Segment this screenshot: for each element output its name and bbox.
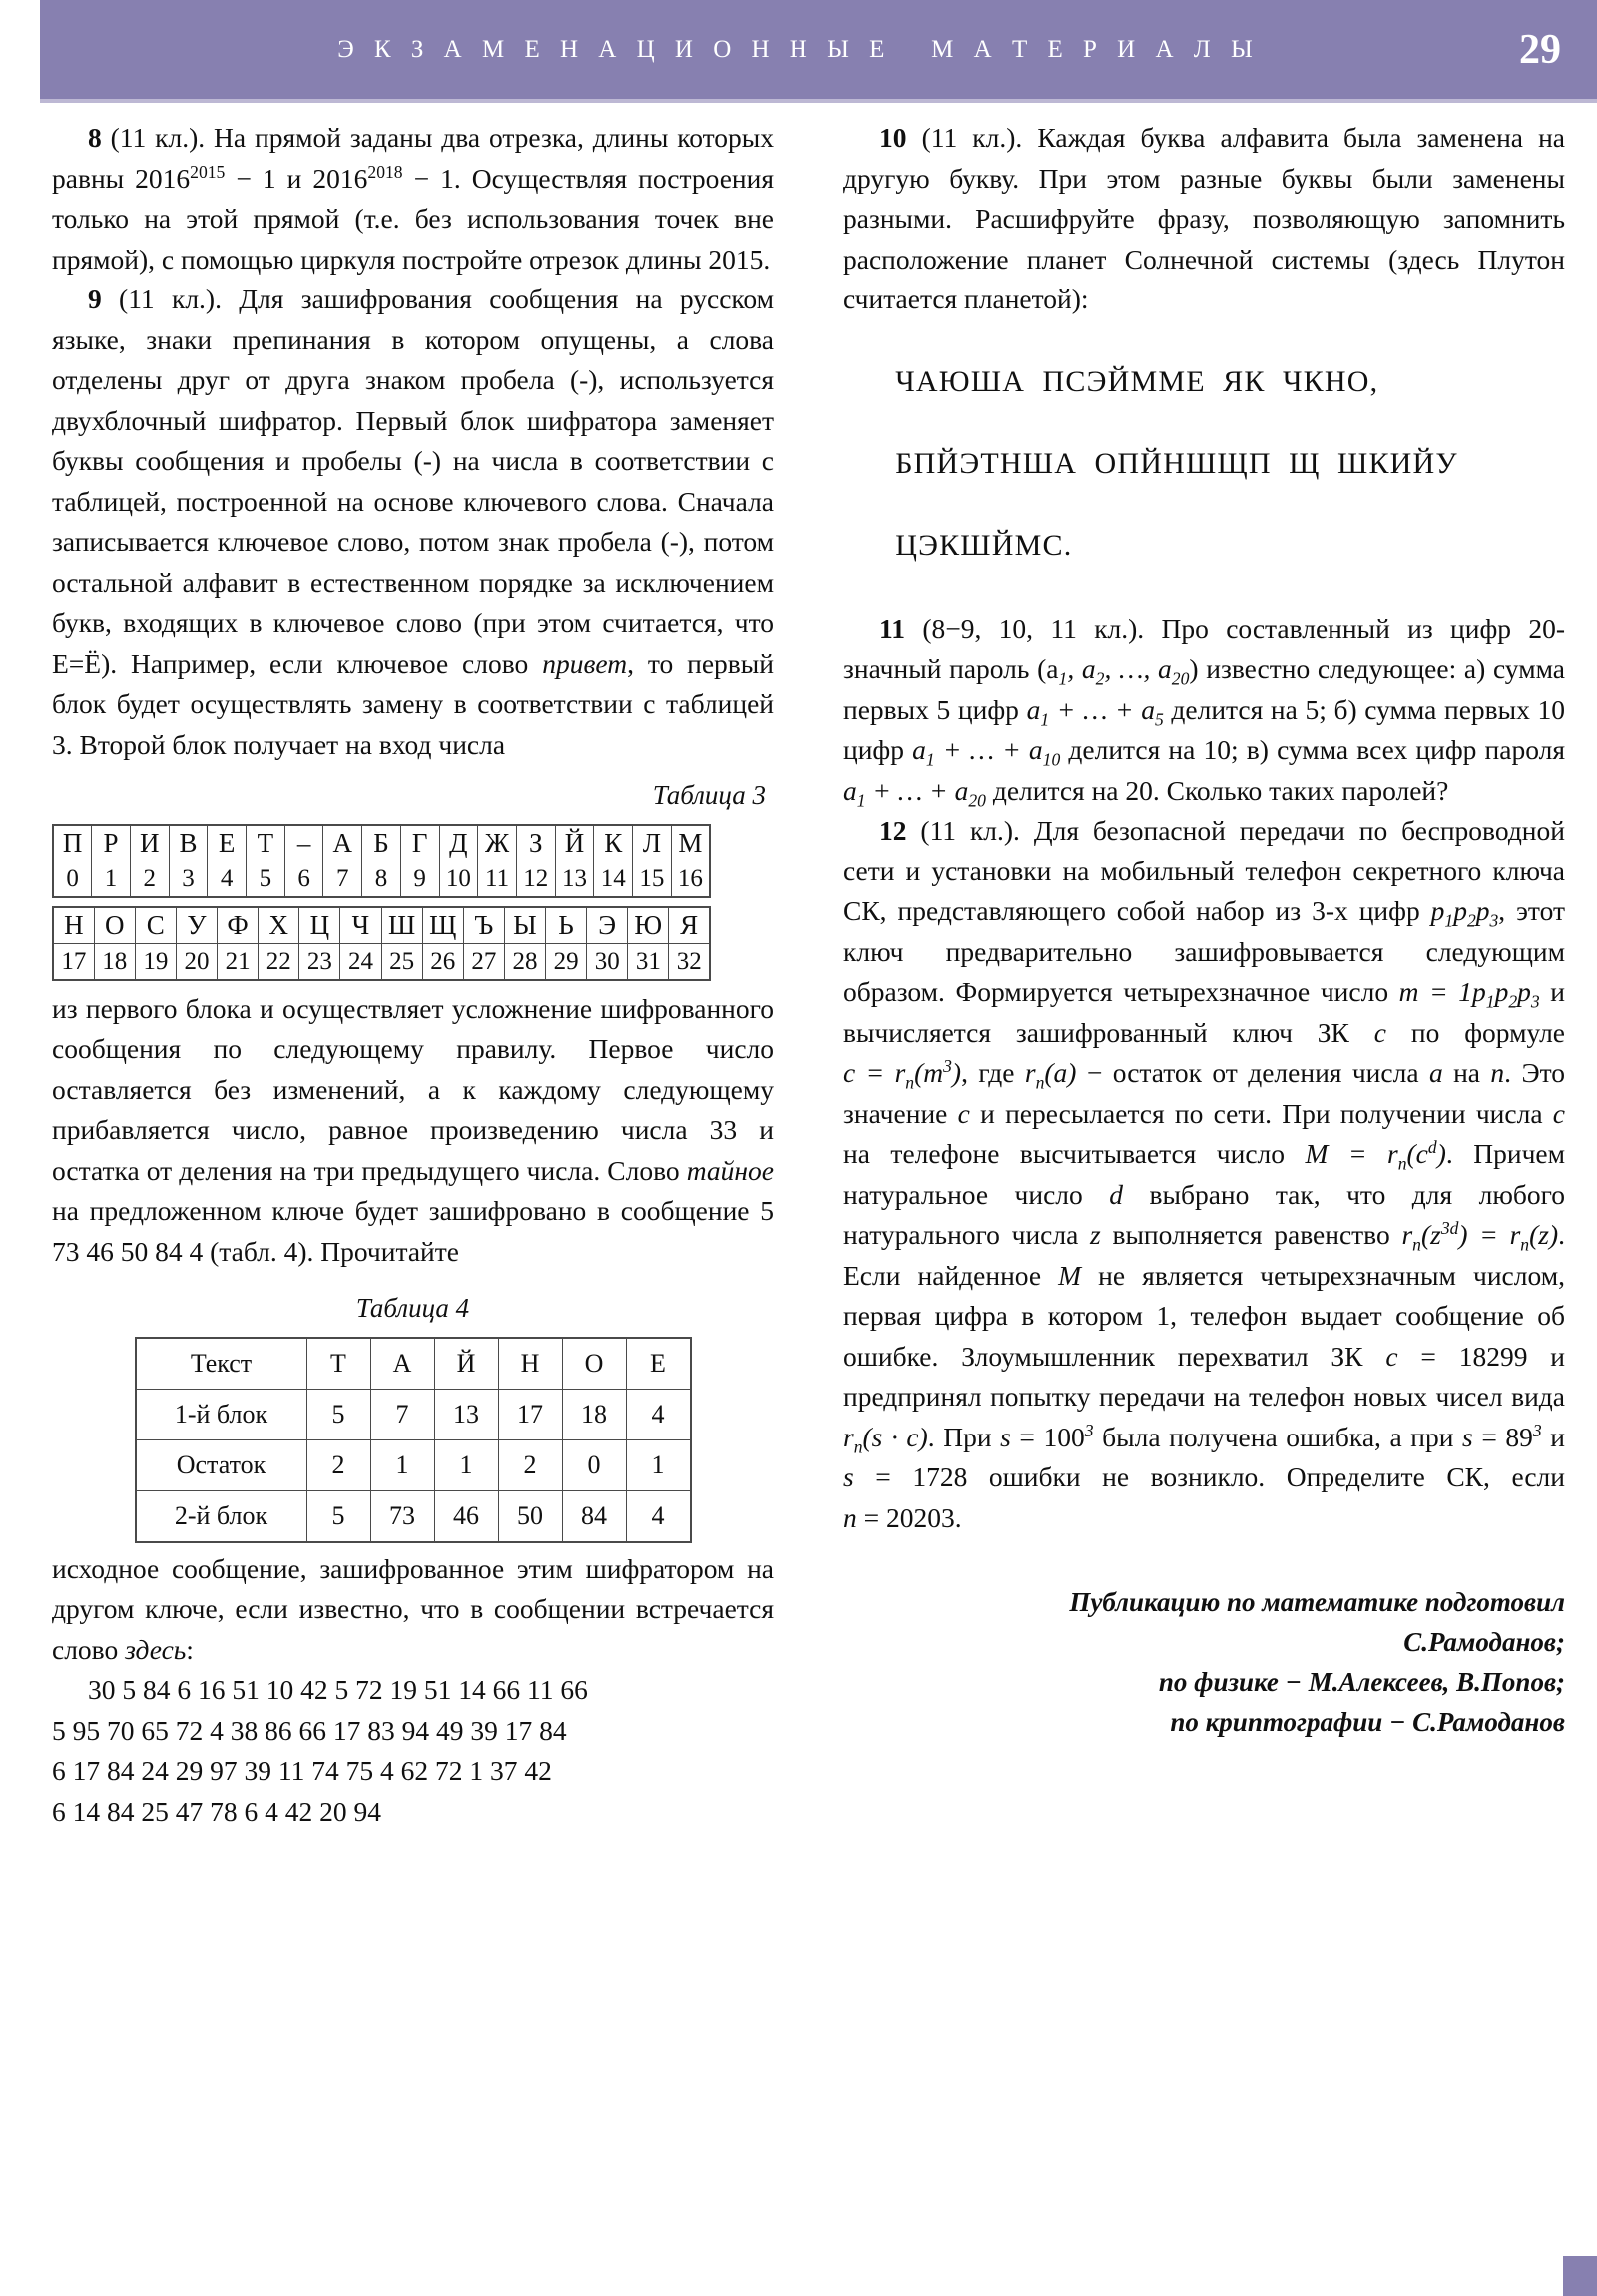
problem-12-text-8: . Это значение (843, 1057, 1566, 1129)
table-cell: 10 (439, 861, 478, 897)
problem-12-text-10: на телефоне высчитывается число (843, 1138, 1306, 1169)
table-cell: Р (92, 825, 131, 861)
problem-12-text-6: − остаток от деления числа (1076, 1057, 1429, 1088)
table-cell: 46 (434, 1490, 498, 1542)
table-cell: 21 (218, 943, 259, 980)
table-cell: 6 (284, 861, 323, 897)
problem-9-continued (52, 989, 774, 1273)
table-cell: 84 (562, 1490, 626, 1542)
table-cell: Л (633, 825, 672, 861)
table-cell: 1 (626, 1439, 691, 1490)
header-shadow-rule (40, 99, 1597, 103)
table-cell: 4 (626, 1389, 691, 1439)
table-cell: Щ (422, 907, 463, 944)
problem-12-var-d: d (1109, 1178, 1124, 1210)
table-cell: Т (306, 1338, 370, 1390)
number-line: 6 17 84 24 29 97 39 11 74 75 4 62 72 1 37 42 (52, 1755, 552, 1786)
problem-12-var-c-intercepted: c (1385, 1340, 1398, 1372)
table-cell: 2 (130, 861, 169, 897)
problem-12-text-19: и (1541, 1421, 1566, 1452)
table-cell: Й (434, 1338, 498, 1390)
table-cell: 9 (400, 861, 439, 897)
table-cell: 2 (498, 1439, 562, 1490)
problem-12-text-5: , где (961, 1057, 1025, 1088)
problem-8-number: 8 (88, 122, 102, 153)
problem-8-text-a: На прямой заданы два отрезка, длины которых равны 2016 (52, 122, 775, 194)
table-cell: В (169, 825, 208, 861)
cipher-line: БПЙЭТНША ОПЙНШЩП Щ ШКИЙУ (895, 446, 1458, 480)
problem-10-number: 10 (879, 122, 907, 153)
problem-12-text-2: , этот ключ предварительно зашифровывается следующим образом. Формируется четырехзначное число (843, 895, 1565, 1007)
problem-8-grade: (11 кл.). (110, 122, 206, 153)
table-cell: К (594, 825, 633, 861)
table-cell: Х (259, 907, 299, 944)
table-cell: Ш (381, 907, 422, 944)
table-cell: А (323, 825, 362, 861)
problem-12-text-20: ошибки не возникло. Определите СК, если (967, 1461, 1565, 1492)
problem-12-formula-m: $m = 1p_1p_2p_3$ (1398, 976, 1540, 1012)
table-cell: З (516, 825, 555, 861)
problem-12-formula-s89: $s = 89^3$ (1462, 1420, 1542, 1452)
table-cell: 25 (381, 943, 422, 980)
problem-10-cipher-text (843, 320, 1565, 607)
table-cell: Ъ (463, 907, 504, 944)
problem-12-text-1: Для безопасной передачи по беспроводной сети и установки на мобильный телефон секретного ключа СК, представляющего собой набор из 3-х цифр (843, 815, 1565, 926)
table-row (136, 1389, 691, 1439)
problem-12-formula-s1728: s = 1728 (843, 1461, 968, 1492)
table-row (53, 943, 710, 980)
problem-12-text-15: не является четырехзначным числом, первая цифра в котором 1, телефон выдает сообщение об ошибке. Злоумышленник перехватил ЗК (843, 1259, 1565, 1372)
problem-9-text-4: на предложенном ключе будет зашифровано в сообщение 5 73 46 50 84 4 (табл. 4). Прочитайте (52, 1195, 774, 1267)
problem-12-text-21: . (954, 1501, 962, 1533)
problem-12-text-12: выбрано так, что для любого натурального числа (843, 1178, 1565, 1250)
problem-12-text-16: = 18299 и предпринял попытку передачи на телефон новых чисел вида (843, 1340, 1565, 1412)
problem-12-text-18: была получена ошибка, а при (1093, 1421, 1463, 1452)
table-cell: – (284, 825, 323, 861)
problem-9-keyword-privet: привет (542, 647, 628, 679)
table-cell: Я (669, 907, 710, 944)
table-cell: 15 (633, 861, 672, 897)
problem-9-keyword-zdes: здесь (125, 1633, 187, 1665)
table-row-label: Текст (136, 1338, 307, 1390)
table-cell: Н (498, 1338, 562, 1390)
table-cell: 23 (299, 943, 340, 980)
problem-10-grade: (11 кл.). (921, 122, 1023, 153)
table-cell: Ч (340, 907, 381, 944)
problem-12-formula-M: $M = r_n(c^d)$ (1305, 1136, 1446, 1174)
problem-9-text-6: : (186, 1633, 194, 1665)
table-cell: 12 (516, 861, 555, 897)
problem-12-text-14: . Если найденное (843, 1219, 1565, 1291)
table-cell: 24 (340, 943, 381, 980)
problem-8-exponent-a: 2015 (190, 161, 226, 182)
table-cell: 31 (628, 943, 669, 980)
table-cell: 3 (169, 861, 208, 897)
problem-11-grade: (8−9, 10, 11 кл.). (922, 612, 1145, 644)
problem-11-formula-sum5: $a_1$ + … + $a_5$ (1026, 693, 1164, 729)
problem-9-grade: (11 кл.). (119, 284, 222, 314)
problem-12-var-n: n (1490, 1057, 1505, 1088)
table-cell: У (176, 907, 217, 944)
problem-9-number: 9 (88, 284, 102, 314)
table-cell: Г (400, 825, 439, 861)
problem-8-exponent-b: 2018 (367, 161, 403, 182)
problem-12-text-3: и вычисляется зашифрованный ключ ЗК (843, 976, 1565, 1048)
table-cell: Т (247, 825, 285, 861)
problem-9-text-5: исходное сообщение, зашифрованное этим шифратором на другом ключе, если известно, что в сообщении встречается слово (52, 1552, 774, 1665)
table-3-caption: Таблица 3 (652, 780, 766, 810)
table-cell: 27 (463, 943, 504, 980)
table-cell: 26 (422, 943, 463, 980)
table-cell: 50 (498, 1490, 562, 1542)
table-cell: 1 (92, 861, 131, 897)
table-row (136, 1439, 691, 1490)
table-cell: 11 (478, 861, 517, 897)
table-3 (52, 824, 774, 981)
left-column (52, 118, 774, 1832)
problem-8-text-c: − 1. Осуществляя построения только на этой прямой (т.е. без использования точек вне прямой), с помощью циркуля постройте отрезок длины 2015. (52, 162, 774, 275)
table-cell: 19 (135, 943, 176, 980)
number-line: 6 14 84 25 47 78 6 4 42 20 94 (52, 1795, 381, 1827)
problem-12-var-c2: c (957, 1097, 970, 1129)
table-cell: 14 (594, 861, 633, 897)
problem-11-text-4: делится на 10; в) сумма всех цифр пароля (1060, 734, 1565, 765)
table-row-label: Остаток (136, 1439, 307, 1490)
table-cell: Й (555, 825, 594, 861)
table-cell: 7 (370, 1389, 434, 1439)
problem-12-formula-rn-sc: $r_n(s \cdot c)$ (843, 1421, 928, 1456)
problem-12 (843, 811, 1565, 1538)
table-row-label: 1-й блок (136, 1389, 307, 1439)
problem-12-var-z: z (1090, 1219, 1101, 1250)
table-3-lower-half (52, 906, 711, 981)
problem-12-var-c: c (1373, 1016, 1386, 1048)
table-4-caption: Таблица 4 (355, 1293, 470, 1323)
problem-8-text-b: − 1 и 2016 (225, 162, 368, 194)
credit-line-physics: по физике − М.Алексеев, В.Попов; (1158, 1667, 1565, 1697)
problem-11-text-5: делится на 20. Сколько таких паролей? (985, 774, 1449, 806)
problem-11-number: 11 (879, 612, 905, 644)
table-cell: 1 (370, 1439, 434, 1490)
problem-12-formula-equality: $r_n(z^{3d}) = r_n(z)$ (1401, 1217, 1559, 1255)
publication-credits (843, 1582, 1565, 1742)
problem-12-var-c3: c (1552, 1097, 1565, 1129)
table-cell: О (94, 907, 135, 944)
cipher-line: ЦЭКШЙМС. (895, 528, 1073, 562)
problem-11-formula-password-tuple: ($a_1$, $a_2$, …, $a_{20}$) (1037, 653, 1199, 689)
problem-12-var-a: a (1428, 1057, 1443, 1088)
credit-line-math: Публикацию по математике подготовил (1069, 1587, 1565, 1617)
table-cell: 8 (362, 861, 401, 897)
problem-12-grade: (11 кл.). (920, 815, 1020, 846)
number-line: 30 5 84 6 16 51 10 42 5 72 19 51 14 66 11 66 (88, 1674, 588, 1705)
problem-11-formula-sum10: $a_1$ + … + $a_{10}$ (912, 734, 1061, 770)
table-cell: 32 (669, 943, 710, 980)
table-cell: 20 (176, 943, 217, 980)
table-cell: Ю (628, 907, 669, 944)
table-cell: 7 (323, 861, 362, 897)
problem-12-var-M2: M (1058, 1259, 1082, 1291)
problem-11-text-2: известно следующее: а) сумма первых 5 цифр (843, 653, 1566, 725)
page-header-band (0, 0, 1597, 99)
table-cell: 5 (247, 861, 285, 897)
problem-8 (52, 118, 774, 280)
number-line: 5 95 70 65 72 4 38 86 66 17 83 94 49 39 17 84 (52, 1714, 567, 1746)
table-cell: Д (439, 825, 478, 861)
table-cell: Ф (218, 907, 259, 944)
table-cell: 5 (306, 1490, 370, 1542)
credit-line-math-author: С.Рамоданов; (1403, 1627, 1565, 1657)
table-cell: Ц (299, 907, 340, 944)
table-cell: 18 (562, 1389, 626, 1439)
table-row (136, 1338, 691, 1390)
table-row-label: 2-й блок (136, 1490, 307, 1542)
table-4 (135, 1337, 692, 1543)
problem-10 (843, 118, 1565, 320)
table-row (53, 825, 710, 861)
table-cell: Ж (478, 825, 517, 861)
table-cell: 2 (306, 1439, 370, 1490)
problem-12-formula-s100: $s = 100^3$ (1000, 1420, 1094, 1452)
problem-11-text-3: делится на 5; б) сумма первых 10 цифр (843, 693, 1565, 765)
table-cell: 29 (546, 943, 587, 980)
table-cell: 13 (555, 861, 594, 897)
problem-9-tail (52, 1549, 774, 1671)
table-cell: Ь (546, 907, 587, 944)
table-cell: 17 (53, 943, 94, 980)
table-cell: 4 (208, 861, 247, 897)
problem-9-text-1: Для зашифрования сообщения на русском языке, знаки препинания в котором опущены, а слова отделены друг от друга знаком пробела (-), используется двухблочный шифратор. Первый блок шифратора заменяет буквы сообщения и пробелы (-) на числа в соответствии с таблицей, построенной на основе ключевого слова. Сначала записывается ключевое слово, потом знак пробела (-), потом остальной алфавит в естественном порядке за исключением букв, входящих в ключевое слово (при этом считается, что Е=Ё). Например, если ключевое слово (52, 284, 775, 679)
problem-12-formula-n: n = 20203 (843, 1501, 955, 1533)
table-cell: О (562, 1338, 626, 1390)
problem-12-text-17: . При (927, 1421, 1001, 1452)
table-cell: 30 (587, 943, 628, 980)
table-cell: 17 (498, 1389, 562, 1439)
table-cell: 18 (94, 943, 135, 980)
table-cell: 0 (53, 861, 92, 897)
problem-12-text-4: по формуле (1386, 1016, 1565, 1048)
table-3-upper-half (52, 824, 711, 898)
problem-12-text-9: и пересылается по сети. При получении числа (969, 1097, 1553, 1129)
problem-11-text-1: Про составленный из цифр 20-значный пароль (843, 612, 1566, 684)
problem-9-keyword-taynoe: тайное (686, 1154, 774, 1186)
table-row (53, 861, 710, 897)
problem-12-text-7: на (1442, 1057, 1491, 1088)
table-cell: Е (208, 825, 247, 861)
cipher-line: ЧАЮША ПСЭЙММЕ ЯК ЧКНО, (895, 364, 1379, 398)
table-cell: Б (362, 825, 401, 861)
table-cell: 16 (671, 861, 710, 897)
page-title: Э К З А М Е Н А Ц И О Н Н Ы Е М А Т Е Р И А Л Ы (337, 36, 1260, 63)
problem-12-formula-rn: $r_n(a)$ (1024, 1057, 1077, 1093)
cipher-number-sequence (52, 1670, 774, 1832)
problem-9 (52, 280, 774, 765)
table-cell: 28 (504, 943, 545, 980)
table-cell: 0 (562, 1439, 626, 1490)
problem-12-formula-key-digits: $p_1p_2p_3$ (1430, 895, 1499, 931)
table-cell: Э (587, 907, 628, 944)
problem-9-text-3: из первого блока и осуществляет усложнение шифрованного сообщения по следующему правилу. Первое число оставляется без изменений, а к каждому следующему прибавляется число, равное произведению числа 33 и остатка от деления на три предыдущего числа. Слово (52, 992, 774, 1186)
table-cell: Н (53, 907, 94, 944)
problem-12-formula-c-equals: $c = r_n(m^3)$ (843, 1055, 962, 1093)
table-cell: А (370, 1338, 434, 1390)
problem-11-formula-sum20: $a_1$ + … + $a_{20}$ (843, 774, 986, 810)
table-cell: Е (626, 1338, 691, 1390)
table-cell: С (135, 907, 176, 944)
problem-12-text-11: . Причем натуральное число (843, 1138, 1566, 1210)
right-column (843, 118, 1565, 1742)
table-cell: М (671, 825, 710, 861)
table-cell: 13 (434, 1389, 498, 1439)
table-cell: 4 (626, 1490, 691, 1542)
table-row (136, 1490, 691, 1542)
table-cell: 1 (434, 1439, 498, 1490)
problem-12-text-13: выполняется равенство (1100, 1219, 1402, 1250)
table-cell: 5 (306, 1389, 370, 1439)
table-cell: П (53, 825, 92, 861)
table-cell: 73 (370, 1490, 434, 1542)
table-row (53, 907, 710, 944)
page-number: 29 (1519, 27, 1561, 73)
table-cell: 22 (259, 943, 299, 980)
problem-10-text: Каждая буква алфавита была заменена на другую букву. При этом разные буквы были заменены разными. Расшифруйте фразу, позволяющую запомнить расположение планет Солнечной системы (здесь Плутон считается планетой): (843, 122, 1566, 314)
table-cell: Ы (504, 907, 545, 944)
table-cell: И (130, 825, 169, 861)
problem-11 (843, 609, 1565, 812)
problem-12-number: 12 (879, 815, 907, 846)
credit-line-cryptography: по криптографии − С.Рамоданов (1170, 1707, 1565, 1737)
page-corner-mark (1563, 2256, 1597, 2296)
problem-9-text-2: , то первый блок будет осуществлять замену в соответствии с таблицей 3. Второй блок получает на вход числа (52, 647, 774, 760)
